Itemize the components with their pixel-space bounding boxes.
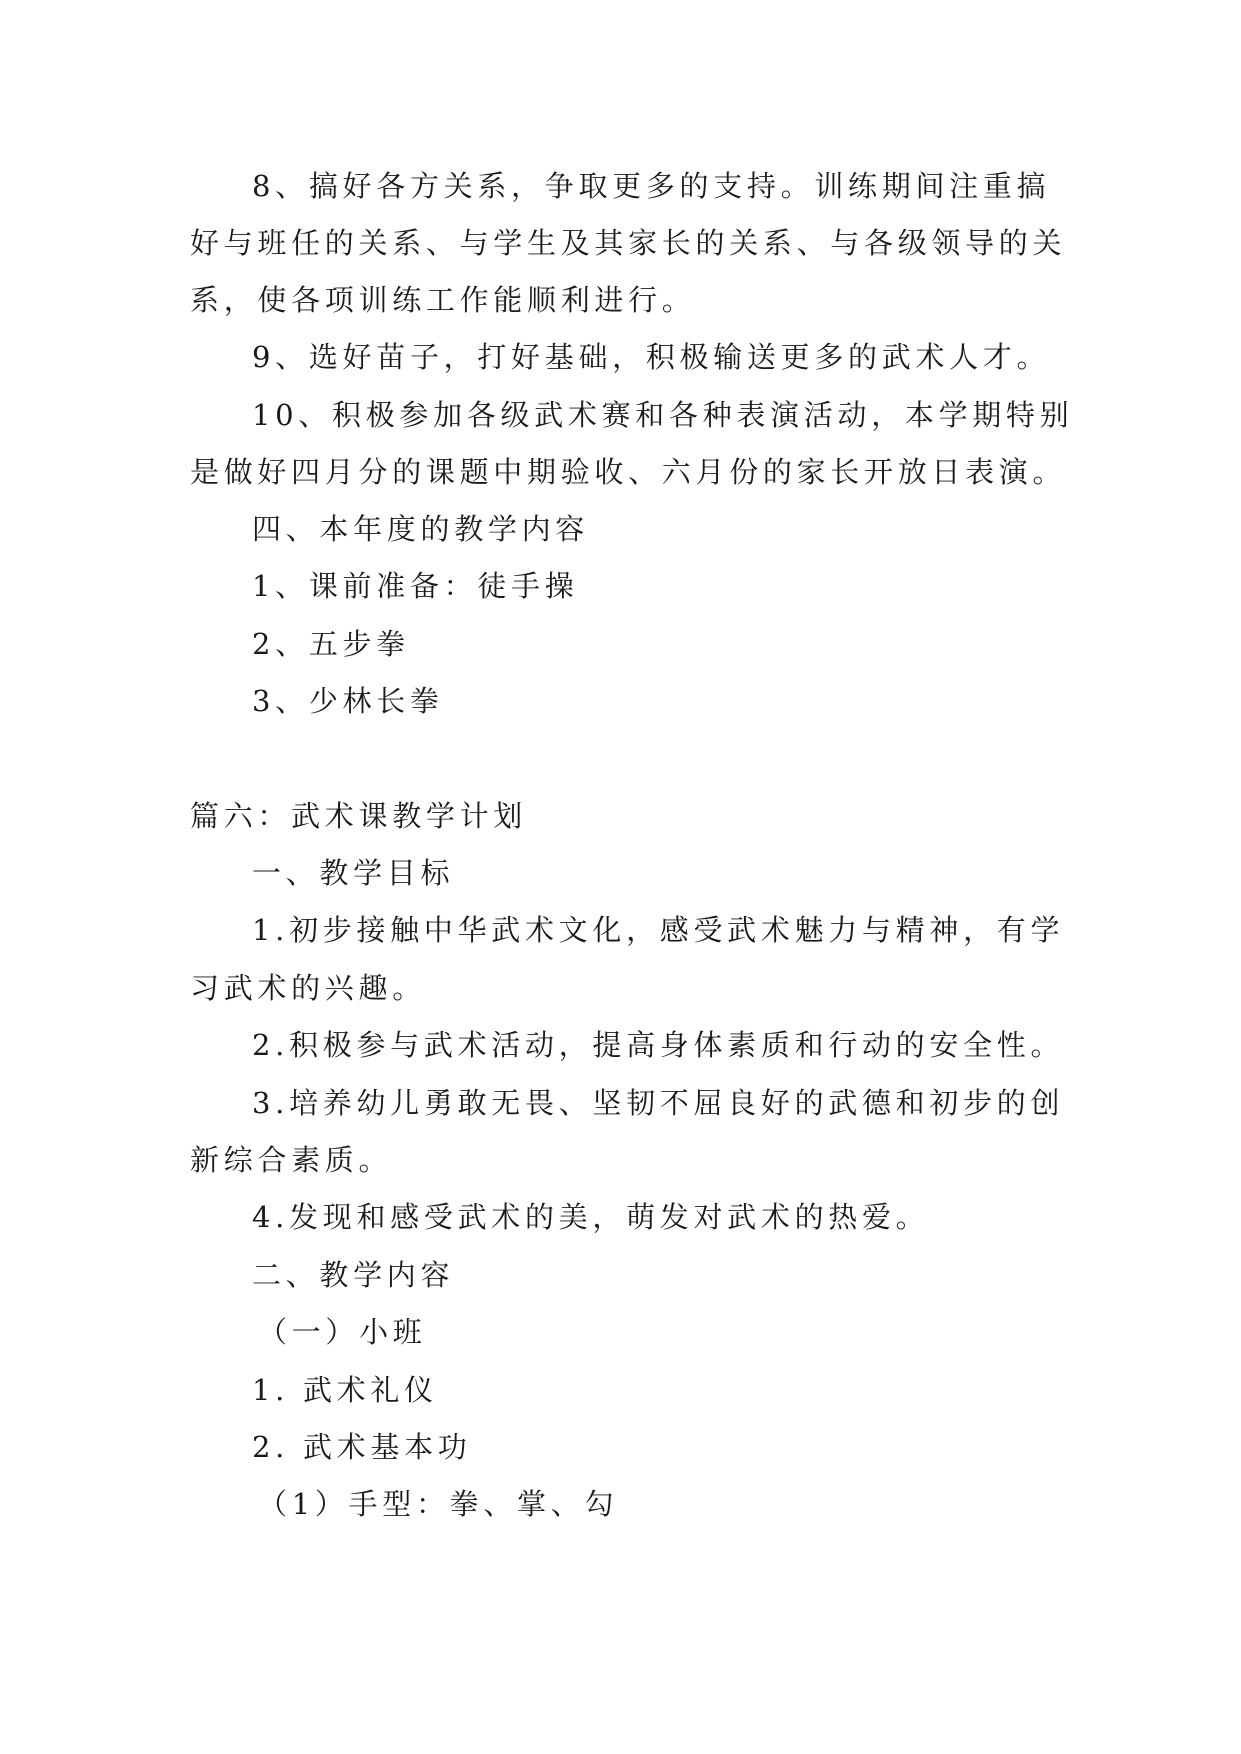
subsection-item-2a: （1）手型：拳、掌、勾 <box>258 1487 619 1521</box>
article-title: 篇六：武术课教学计划 <box>190 799 528 833</box>
subsection-item-1: 1. 武术礼仪 <box>252 1373 438 1407</box>
goal-4: 4.发现和感受武术的美，萌发对武术的热爱。 <box>252 1200 930 1234</box>
goal-3-line2: 新综合素质。 <box>190 1143 393 1177</box>
goal-1-line1: 1.初步接触中华武术文化，感受武术魅力与精神，有学 <box>252 913 1065 947</box>
content-item-2: 2、五步拳 <box>252 627 410 661</box>
section-heading-4: 四、本年度的教学内容 <box>252 512 590 546</box>
paragraph-item8-line1: 8、搞好各方关系，争取更多的支持。训练期间注重搞 <box>252 169 1051 203</box>
section-heading-2: 二、教学内容 <box>252 1258 455 1292</box>
goal-3-line1: 3.培养幼儿勇敢无畏、坚韧不屈良好的武德和初步的创 <box>252 1086 1065 1120</box>
section-heading-1: 一、教学目标 <box>252 856 455 890</box>
subsection-small-class: （一）小班 <box>258 1315 427 1349</box>
content-item-3: 3、少林长拳 <box>252 684 444 718</box>
goal-1-line2: 习武术的兴趣。 <box>190 971 426 1005</box>
paragraph-item9: 9、选好苗子，打好基础，积极输送更多的武术人才。 <box>252 340 1051 374</box>
subsection-item-2: 2. 武术基本功 <box>252 1430 472 1464</box>
paragraph-item10-line2: 是做好四月分的课题中期验收、六月份的家长开放日表演。 <box>190 455 1067 489</box>
paragraph-item8-line2: 好与班任的关系、与学生及其家长的关系、与各级领导的关 <box>190 226 1067 260</box>
paragraph-item8-line3: 系，使各项训练工作能顺利进行。 <box>190 283 696 317</box>
content-item-1: 1、课前准备：徒手操 <box>252 569 579 603</box>
goal-2: 2.积极参与武术活动，提高身体素质和行动的安全性。 <box>252 1028 1065 1062</box>
paragraph-item10-line1: 10、积极参加各级武术赛和各种表演活动，本学期特别 <box>252 398 1074 432</box>
